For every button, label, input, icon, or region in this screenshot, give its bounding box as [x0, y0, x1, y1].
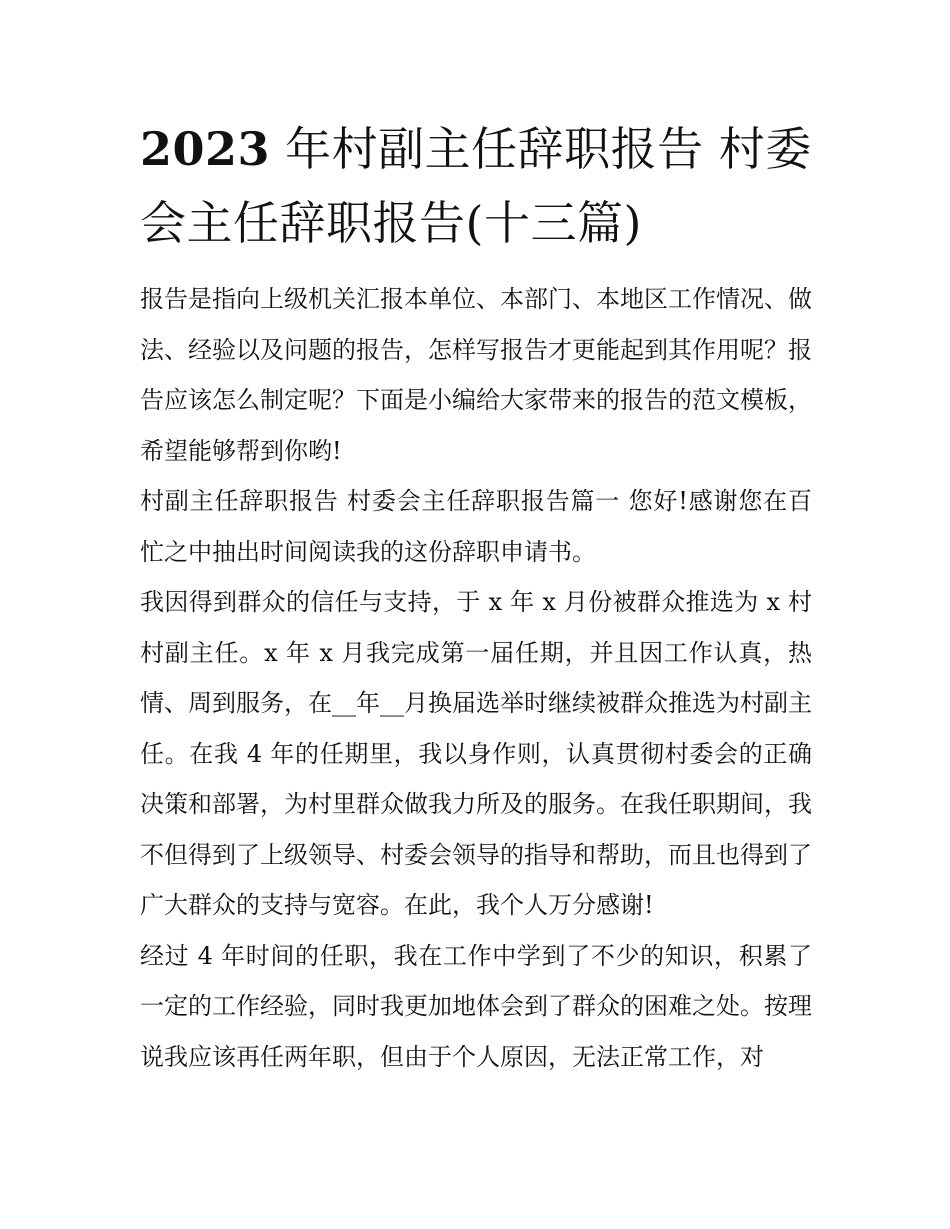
document-title	[140, 112, 812, 260]
document-body	[140, 112, 812, 1082]
paragraph-background: 我因得到群众的信任与支持，于 x 年 x 月份被群众推选为 x 村村副主任。x 年 x 月我完成第一届任期，并且因工作认真，热情、周到服务，在__年__月换届选举时继续被群众推选为村副主任。在我 4 年的任期里，我以身作则，认真贯彻村委会的正确决策和部署，为村里群众做我力所及的服务。在我任职期间，我不但得到了上级领导、村委会领导的指导和帮助，而且也得到了广大群众的支持与宽容。在此，我个人万分感谢!	[140, 588, 812, 919]
title-year: 2023	[140, 122, 271, 176]
paragraph-reason: 经过 4 年时间的任职，我在工作中学到了不少的知识，积累了一定的工作经验，同时我更加地体会到了群众的困难之处。按理说我应该再任两年职，但由于个人原因，无法正常工作，对	[140, 941, 812, 1071]
title-text: 年村副主任辞职报告 村委会主任辞职报告(十三篇)	[140, 122, 812, 250]
paragraph-greeting: 村副主任辞职报告 村委会主任辞职报告篇一 您好!感谢您在百忙之中抽出时间阅读我的这份辞职申请书。	[140, 487, 812, 566]
paragraph-intro: 报告是指向上级机关汇报本单位、本部门、本地区工作情况、做法、经验以及问题的报告，怎样写报告才更能起到其作用呢？报告应该怎么制定呢？下面是小编给大家带来的报告的范文模板，希望能够帮到你哟!	[140, 285, 812, 465]
